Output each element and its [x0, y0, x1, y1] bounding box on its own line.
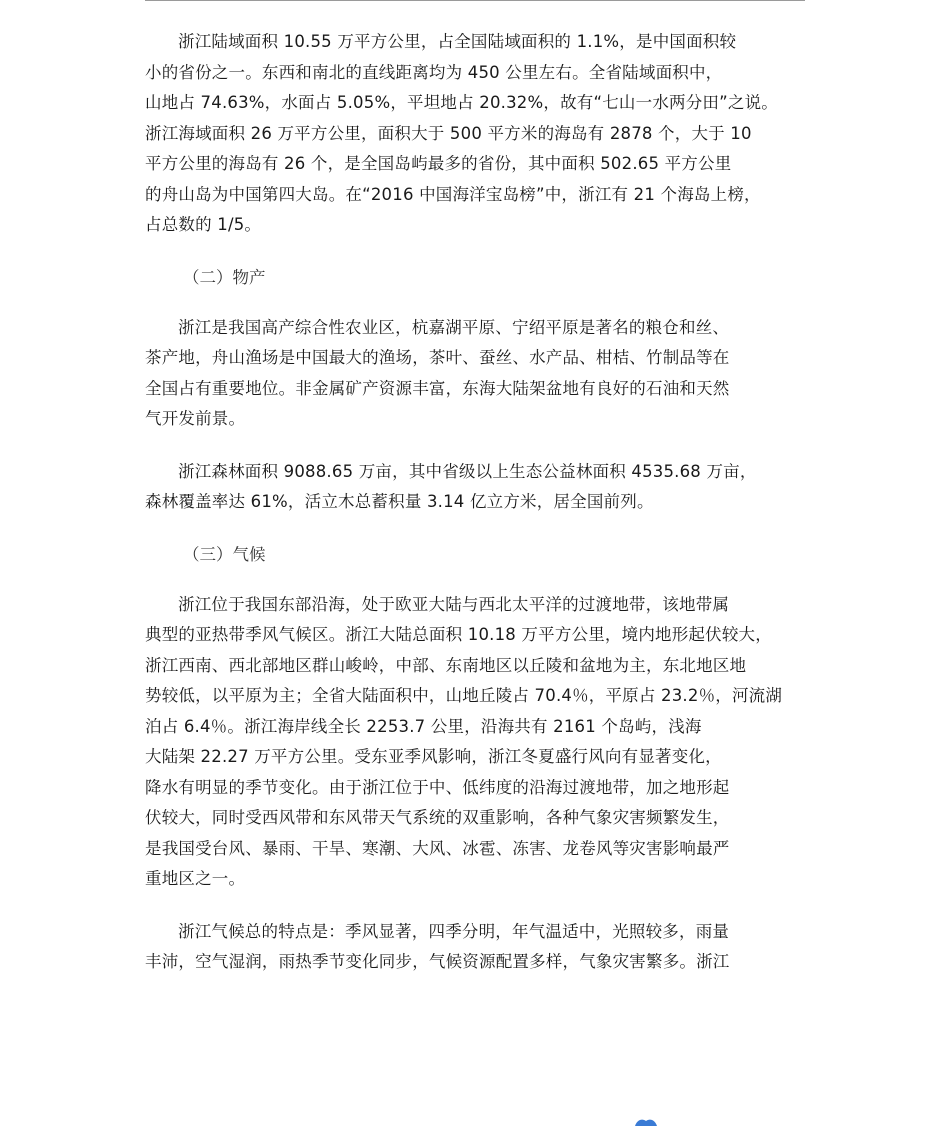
text-line: 全国占有重要地位。非金属矿产资源丰富，东海大陆架盆地有良好的石油和天然	[145, 378, 730, 398]
text-line: 浙江是我国高产综合性农业区，杭嘉湖平原、宁绍平原是著名的粮仓和丝、	[178, 317, 730, 337]
text-line: 气开发前景。	[145, 409, 246, 428]
text-line: 势较低，以平原为主；全省大陆面积中，山地丘陵占 70.4％，平原占 23.2％，河流湖	[145, 686, 783, 705]
text-line: 浙江西南、西北部地区群山峻岭，中部、东南地区以丘陵和盆地为主，东北地区地	[145, 655, 747, 675]
text-line: 丰沛，空气湿润，雨热季节变化同步，气候资源配置多样，气象灾害繁多。浙江	[145, 952, 730, 971]
paragraph-forest	[145, 457, 845, 518]
text-line: 山地占 74.63%，水面占 5.05%，平坦地占 20.32%，故有“七山一水两分田”之说。	[145, 93, 778, 112]
text-line: 茶产地，舟山渔场是中国最大的渔场，茶叶、蚕丝、水产品、柑桔、竹制品等在	[145, 348, 730, 367]
text-line: 平方公里的海岛有 26 个，是全国岛屿最多的省份，其中面积 502.65 平方公里	[145, 154, 732, 173]
document-body	[145, 27, 845, 978]
text-line: 大陆架 22.27 万平方公里。受东亚季风影响，浙江冬夏盛行风向有显著变化，	[145, 747, 722, 766]
text-line: 伏较大，同时受西风带和东风带天气系统的双重影响，各种气象灾害频繁发生，	[145, 808, 730, 827]
text-line: 浙江森林面积 9088.65 万亩，其中省级以上生态公益林面积 4535.68 万亩，	[178, 461, 757, 481]
header-rule	[145, 0, 805, 1]
text-line: 森林覆盖率达 61%，活立木总蓄积量 3.14 亿立方米，居全国前列。	[145, 492, 654, 511]
text-line: 重地区之一。	[145, 869, 246, 888]
text-line: 浙江陆域面积 10.55 万平方公里，占全国陆域面积的 1.1%，是中国面积较	[178, 32, 737, 51]
footer-logo-shape	[635, 1120, 657, 1126]
text-line: 小的省份之一。东西和南北的直线距离均为 450 公里左右。全省陆域面积中，	[145, 62, 723, 82]
text-line: 典型的亚热带季风气候区。浙江大陆总面积 10.18 万平方公里，境内地形起伏较大，	[145, 625, 772, 644]
text-line: 降水有明显的季节变化。由于浙江位于中、低纬度的沿海过渡地带，加之地形起	[145, 777, 730, 797]
paragraph-geography	[145, 590, 845, 895]
text-line: 的舟山岛为中国第四大岛。在“2016 中国海洋宝岛榜”中，浙江有 21 个海岛上榜，	[145, 184, 761, 204]
text-line: 浙江气候总的特点是：季风显著，四季分明，年气温适中，光照较多，雨量	[178, 921, 730, 941]
paragraph-agriculture	[145, 313, 845, 435]
text-line: 占总数的 1/5。	[145, 215, 262, 234]
paragraph-climate-features	[145, 917, 845, 978]
text-line: 泊占 6.4％。浙江海岸线全长 2253.7 公里，沿海共有 2161 个岛屿，浅海	[145, 716, 702, 736]
text-line: 浙江海域面积 26 万平方公里，面积大于 500 平方米的海岛有 2878 个，大于 10	[145, 123, 752, 143]
text-line: 浙江位于我国东部沿海，处于欧亚大陆与西北太平洋的过渡地带，该地带属	[178, 594, 730, 614]
section-heading-products: （二）物产	[183, 267, 266, 287]
text-line: 是我国受台风、暴雨、干旱、寒潮、大风、冰雹、冻害、龙卷风等灾害影响最严	[145, 838, 730, 858]
paragraph-land-area	[145, 27, 845, 241]
footer-logo-icon	[633, 1118, 659, 1126]
section-heading-climate: （三）气候	[183, 544, 266, 564]
